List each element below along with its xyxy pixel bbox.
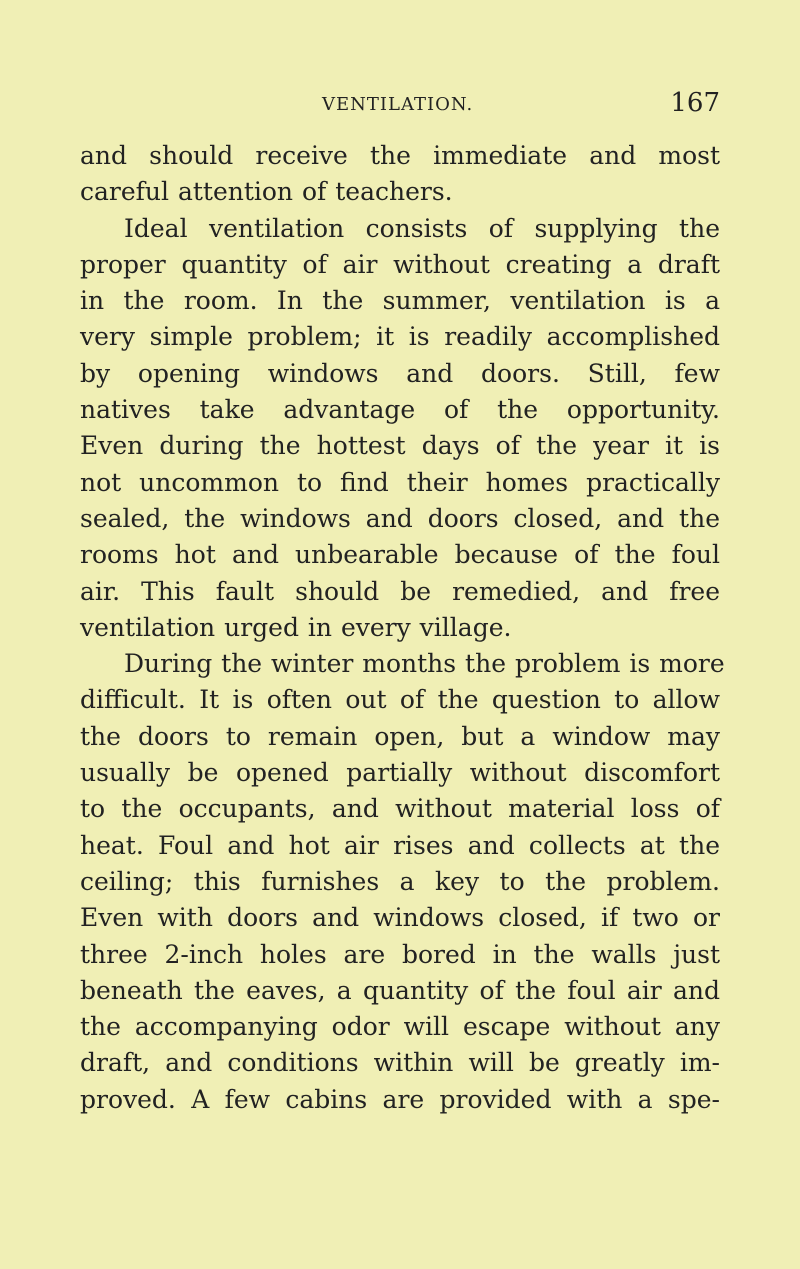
text-line: ceiling; this furnishes a key to the problem. — [80, 866, 720, 896]
text-line: three 2-inch holes are bored in the walls just — [80, 939, 720, 969]
page-number: 167 — [670, 88, 720, 118]
text-line: proper quantity of air without creating a draft — [80, 249, 720, 279]
running-head — [80, 88, 720, 122]
text-line: proved. A few cabins are provided with a spe- — [80, 1084, 720, 1114]
text-line: Even with doors and windows closed, if two or — [80, 903, 720, 933]
text-line: in the room. In the summer, ventilation is a — [80, 286, 720, 316]
text-line: and should receive the immediate and most — [80, 141, 720, 170]
text-line: draft, and conditions within will be greatly im- — [80, 1048, 720, 1078]
text-line: rooms hot and unbearable because of the foul — [80, 540, 720, 570]
text-line: sealed, the windows and doors closed, and the — [80, 503, 720, 533]
text-line: the accompanying odor will escape without any — [80, 1012, 720, 1042]
running-title: VENTILATION. — [322, 94, 474, 115]
text-line: air. This fault should be remedied, and free — [80, 576, 720, 606]
text-line: difficult. It is often out of the question to allow — [80, 685, 720, 715]
text-line: by opening windows and doors. Still, few — [80, 358, 720, 388]
text-line: very simple problem; it is readily accomplished — [80, 322, 720, 352]
text-line: ventilation urged in every village. — [80, 612, 512, 642]
text-line: Ideal ventilation consists of supplying the — [124, 213, 720, 243]
text-line: not uncommon to find their homes practically — [80, 467, 720, 497]
text-line: careful attention of teachers. — [80, 177, 453, 207]
body-text — [80, 138, 725, 1118]
text-line: During the winter months the problem is more — [124, 649, 725, 679]
text-line: Even during the hottest days of the year it is — [80, 431, 720, 461]
text-line: to the occupants, and without material loss of — [80, 794, 720, 824]
text-line: beneath the eaves, a quantity of the foul air and — [80, 975, 720, 1005]
text-line: the doors to remain open, but a window may — [80, 721, 720, 751]
text-line: natives take advantage of the opportunity. — [80, 395, 720, 425]
text-line: usually be opened partially without discomfort — [80, 758, 720, 788]
text-line: heat. Foul and hot air rises and collects at the — [80, 830, 720, 860]
